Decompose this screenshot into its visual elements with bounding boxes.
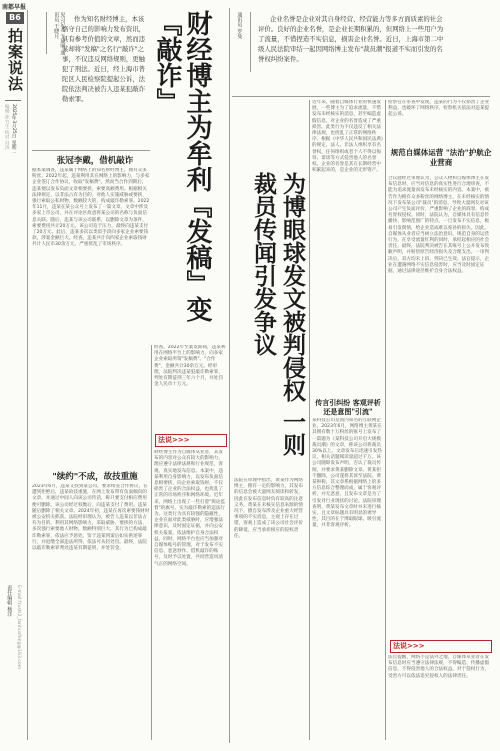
article2-subhead-1: 传言引纠纷 客观评析还是意图"引流"	[315, 398, 381, 416]
issue-date: 2025年3月25日 星期二	[11, 104, 17, 154]
issue-note: 编辑 孙竹生 校对 冯涛	[4, 104, 10, 150]
section-title: 拍案说法	[6, 28, 24, 92]
left-strip-rule	[27, 10, 28, 740]
article1-byline-rule	[46, 12, 47, 54]
article2-body-center: 某科技公司是国内知名的互联网企业。2023年6月，网络博主黄某在其拥有数十万粉丝的账号上发布了一篇题为《某科技公司开启大规模裁员潮》的文章，称该公司将裁员30%以上。文章发布后迅速引发热议，相关话题阅读量超过千万。该公司随即发布声明，否认了裁员传闻，并要求黄某删除文章。黄某拒不删除，公司遂将其诉至法院。黄某辩称，其文章系根据网络上的多方信息综合整理而成，属于客观评析，并无恶意，且发布文章是为了引发对行业现状的讨论。法院审理查明，黄某发布文章时并未进行核实，且文章标题具有明显的诱导性，其目的在于博取眼球、吸引流量，并非客观评析。	[312, 418, 382, 529]
article1-col-divider	[151, 345, 152, 740]
article1-body-col1: 据本案调查，违某属于网络上的知名财经博主，拥有众多粉丝。2022年起，违某利用其在网络上的影响力，与多家企业签订合作协议，收取"发稿费"。然而当合作到期后，违某便以发布负面文章相要挟，索要高额费用。根据相关法律规定，以非法占有为目的，对他人实施威胁或要挟，强行索取公私财物，数额较大的，构成敲诈勒索罪。2022年11月，违某在某公众号上发布了一篇文章，文章中涉及多家上市公司，并在评论区故意将某公司的名称与负面信息关联。随后，违某与该公司联系，以删除文章为条件，索要费用共计20万元。该公司迫于压力，最终向违某支付了20万元。此后，违某多次以类似手段向多家企业索要钱款，涉案金额巨大。经查，违某共计向四家企业索取钱财共计人民币30余万元，严重扰乱了市场秩序。	[32, 168, 150, 248]
article2-headline: 为博眼球发文被判侵权 一则裁员传闻引发争议	[250, 172, 306, 457]
article2-commentary: 法官提醒，网络不是法外之地，自媒体从业者在发布信息时应当遵守法律法规，不得编造、传播虚假信息，不得侵害他人的合法权益。对于侵权行为，受害方可以依法追究侵权人的法律责任。	[388, 655, 490, 679]
editor-credit: 责任编辑 杨洋	[6, 585, 13, 617]
article2-body-right-top: 检察官在审查中发现，违某的行为不仅损害了企业利益，也破坏了网络秩序。检察机关依法对违某提起公诉。	[388, 100, 490, 118]
editor-email: E-mail:frustr2_fanhusfeng@163.com	[16, 585, 22, 670]
article2-body-lower-left: 法院在审理中指出，黄某作为网络博主，拥有一定的影响力，其发布的信息会被大量网友阅读和转发，因此在发布信息时负有较高的注意义务。黄某在未核实信息来源的情况下，擅自发布涉及企业重大经营事项的不实消息，主观上存在过错，客观上造成了该公司社会评价的降低，应当承担相应的侵权责任。	[234, 478, 303, 539]
article2-byline: 通讯员 罗曼	[236, 12, 243, 39]
page-number-badge: B6	[6, 12, 24, 24]
article1-lead-divider	[32, 150, 150, 151]
section-ornament	[5, 100, 21, 101]
article2-byline-rule	[250, 12, 251, 72]
article1-subhead-2: "续约"不成，故技重施	[52, 472, 138, 482]
article2-lead: 企业名誉是企业对其自身经营、经营能力等多方面质素的社会评价。良好的企业名誉，是企业长期积累的，但网络上一些用户为了流量，不惜捏造不实信息，损害企业名誉。近日，上海市第二中级人民法院审结一起因网络博主发布"裁员潮"报道不实而引发的名誉权纠纷案件。	[258, 15, 444, 63]
article2-body-right: 合议庭经过审理认为，公众人物和自媒体博主在发布信息时，应当对信息的真实性进行合理审查，不能为追求流量而发布未经核实的内容。本案中，被告作为拥有众多粉丝的网络博主，在未经核实的情况下发布某公司"裁员"的消息，导致大量网友对该公司产生负面评价，严重影响了企业的商誉，构成名誉权侵权。同时，法院认为，自媒体具有信息传播快、影响范围广的特点，一旦发布不实信息，极易引发舆情，给企业造成难以弥补的损失。因此，自媒体从业者应当树立法治意识，规范自身的运营行为，在享受流量红利的同时，承担起相应的社会责任。最终，法院判决被告在其账号上公开发布致歉声明，并赔偿原告经济损失及合理支出。一审判决后，双方均未上诉，判决已生效。法官提示，企业在遭遇网络不实信息侵害时，应当及时固定证据，通过法律途径维护自身合法权益。	[388, 176, 490, 275]
article1-subhead-1: 张冠李戴，借机敲诈	[56, 156, 134, 166]
article1-body-col3: 经查，2022年至案发期间，违某利用在网络平台上的影响力，向多家企业索取所谓"发稿费"、"合作费"，金额共计30余万元。经审理，法院判决违某犯敲诈勒索罪，判处有期徒刑三年六个月，并处罚金人民币十万元。	[154, 345, 226, 388]
article1-commentary: 财经博主作为自媒体从业者，其发布的内容对公众有较大的影响力，理应遵守法律法规和行业规范，客观、真实地发布信息。本案中，违某利用自身影响力，以发布负面信息相要挟，向企业索取钱财，不仅损害了企业的合法权益，也扰乱了正常的市场秩序和网络环境。近年来，网络上出现了一些打着"舆论监督"的旗号，实为敲诈勒索的违法行为。这类行为具有较强的隐蔽性，企业在面对此类威胁时，应增强法律意识，及时固定证据，并向公安机关报案，依法维护自身合法权益。同时，网络平台也应当加强对自媒体账号的管理，对于发布不实信息、恶意炒作、借机敲诈的账号，及时予以处置，共同营造风清气正的网络空间。	[154, 450, 226, 567]
article2-subhead-2: 规范自媒体运营 "法治"护航企业营商	[390, 148, 492, 167]
article1-lead: 作为知名财经博主，本该恪守自己的影响力发布资讯，具有参考价值的文章，然而违某却将"发稿"之名行"敲诈"之事，不仅违反网络规则，更触犯了刑法。近日，经上海市普陀区人民检察院提起公诉，法院依法判决被告人违某犯敲诈勒索罪。	[62, 15, 146, 103]
article2-lead-divider	[232, 96, 490, 97]
article2-body-center-top: 近年来，随着自媒体行业的快速发展，一些博主为了追求流量，不惜发布未经核实的消息，甚至编造虚假信息，对企业的名誉造成了严重损害。此类行为不仅违反了相关法律法规，也扰乱了正常的网络秩序。根据《中华人民共和国民法典》的规定，法人、非法人组织享有名誉权，任何组织或者个人不得以侮辱、诽谤等方式侵害他人的名誉权。企业的名誉是其在长期经营中积累起来的，是企业的无形资产。	[312, 100, 384, 174]
article2-quote-label: 法说>>>	[393, 642, 425, 650]
center-page-rule	[229, 8, 230, 743]
article1-byline: 见习记者 王晨明 通讯员 王晓月	[53, 12, 66, 56]
article2-sidebar-rule	[385, 100, 386, 740]
article2-inner-rule	[309, 100, 310, 740]
article1-body-col2: 2023年6月，违某又找到某公司，要求续签合作协议，在遭到拒绝后，违某故技重施，在网上发布带有负面倾向的文章，并通过中间人向该公司传话，称只要支付相应费用便可删除。该公司经过权衡后，向违某支付了费用。违某随后删除了相关文章。2024年初，违某在再次索要钱财时被公安机关抓获。法院经审理认为，被告人违某以非法占有为目的，利用其网络影响力，采取威胁、要挟的方法，多次强行索要他人财物，数额特别巨大，其行为已构成敲诈勒索罪，依法应予惩处。鉴于违某到案后如实供述罪行，并退缴全部违法所得，依法可从轻处罚。最终，法院以敲诈勒索罪判处违某有期徒刑，并处罚金。	[32, 484, 150, 552]
article1-headline: 财经博主为牟利『发稿』变『敲诈』	[152, 10, 212, 322]
article1-quote-label: 法说>>>	[158, 436, 190, 444]
paper-logo: 南都早报	[2, 4, 27, 11]
